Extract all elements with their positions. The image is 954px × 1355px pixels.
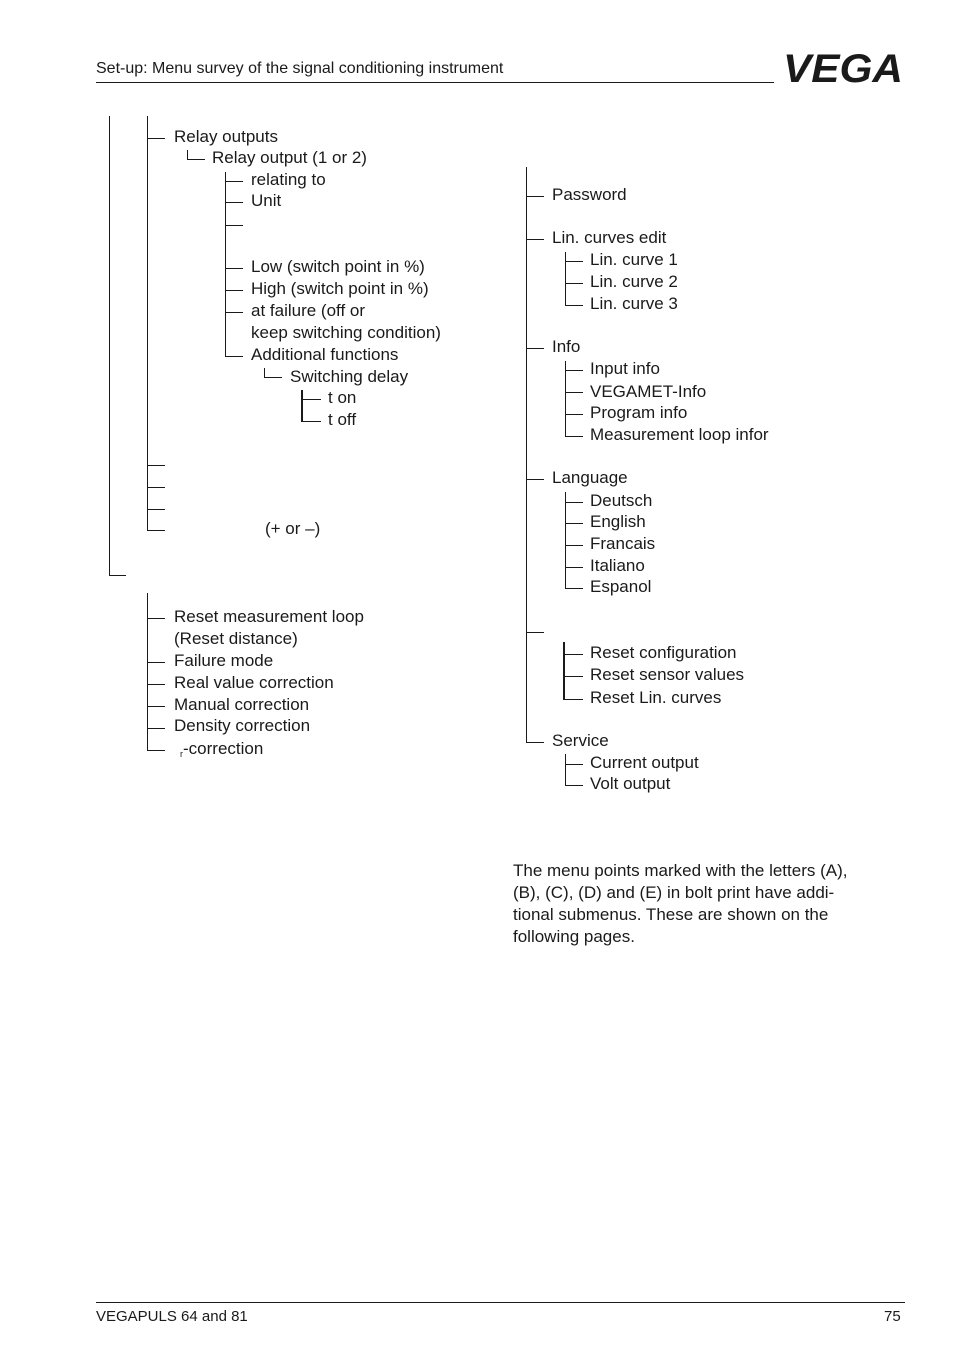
tree-line [264,377,282,378]
page-number: 75 [884,1308,901,1325]
tree-line [526,742,544,743]
tree-line [147,728,165,729]
tree-line [147,618,165,619]
menu-item-at-failure-cont: keep switching condition) [251,323,441,342]
tree-line [147,662,165,663]
menu-item-additional-functions[interactable]: Additional functions [251,345,399,364]
note-line: following pages. [513,927,635,946]
menu-item-high[interactable]: High (switch point in %) [251,279,429,298]
menu-item-italiano[interactable]: Italiano [590,556,645,575]
menu-item-reset-lin-curves[interactable]: Reset Lin. curves [590,688,722,707]
menu-item-unit[interactable]: Unit [251,191,282,210]
tree-line [565,305,583,306]
tree-line [565,370,583,371]
menu-item-reset-sensor-values[interactable]: Reset sensor values [590,665,745,684]
tree-line [565,283,583,284]
footer-product: VEGAPULS 64 and 81 [96,1308,248,1325]
tree-line [187,159,205,160]
tree-line [225,225,243,226]
tree-line [565,588,583,589]
tree-line [526,348,544,349]
tree-line [565,261,583,262]
tree-line [301,390,303,422]
tree-line [301,399,321,400]
tree-line [565,414,583,415]
menu-item-reset-measurement-loop[interactable]: Reset measurement loop [174,607,364,626]
tree-line [147,593,148,750]
menu-item-low[interactable]: Low (switch point in %) [251,257,425,276]
tree-line [109,116,110,576]
note-paragraph [513,860,893,948]
menu-item-measurement-loop-info[interactable]: Measurement loop infor [590,425,769,444]
tree-line [565,436,583,437]
tree-line [526,196,544,197]
er-subscript: r [180,749,183,759]
menu-item-relay-output[interactable]: Relay output (1 or 2) [212,148,367,167]
page-header-title: Set-up: Menu survey of the signal conditioning instrument [96,60,504,77]
tree-line [147,530,165,531]
menu-item-switching-delay[interactable]: Switching delay [290,367,409,386]
tree-line [565,523,583,524]
tree-line [147,487,165,488]
tree-line [563,699,583,700]
menu-item-lin-curve-1[interactable]: Lin. curve 1 [590,250,678,269]
menu-item-relating-to[interactable]: relating to [251,170,326,189]
tree-line [147,706,165,707]
menu-item-density-correction[interactable]: Density correction [174,716,311,735]
menu-item-plus-minus[interactable]: (+ or –) [265,519,321,538]
note-line: (B), (C), (D) and (E) in bolt print have addi- [513,883,835,902]
menu-item-vegamet-info[interactable]: VEGAMET-Info [590,382,707,401]
tree-line [563,654,583,655]
tree-line [565,492,566,589]
tree-line [526,632,544,633]
menu-item-espanol[interactable]: Espanol [590,577,652,596]
menu-item-manual-correction[interactable]: Manual correction [174,695,310,714]
er-correction-label: -correction [183,739,264,758]
menu-item-real-value-correction[interactable]: Real value correction [174,673,334,692]
menu-item-service[interactable]: Service [552,731,609,750]
tree-line [225,312,243,313]
footer-rule [96,1302,905,1303]
menu-item-reset-distance: (Reset distance) [174,629,298,648]
menu-item-t-on[interactable]: t on [328,388,357,407]
menu-item-current-output[interactable]: Current output [590,753,699,772]
note-line: tional submenus. These are shown on the [513,905,829,924]
menu-item-lin-curve-2[interactable]: Lin. curve 2 [590,272,678,291]
menu-item-english[interactable]: English [590,512,646,531]
menu-item-at-failure[interactable]: at failure (off or [251,301,366,320]
menu-item-password[interactable]: Password [552,185,627,204]
menu-item-volt-output[interactable]: Volt output [590,774,671,793]
tree-line [565,545,583,546]
menu-item-lin-curves-edit[interactable]: Lin. curves edit [552,228,667,247]
tree-line [147,509,165,510]
tree-line [264,368,265,377]
tree-line [225,268,243,269]
tree-line [225,356,243,357]
header-rule [96,82,774,83]
menu-item-language[interactable]: Language [552,468,628,487]
tree-line [565,502,583,503]
tree-line [147,465,165,466]
tree-line [147,684,165,685]
tree-line [526,167,527,743]
tree-line [187,150,188,159]
menu-item-lin-curve-3[interactable]: Lin. curve 3 [590,294,678,313]
tree-line [565,567,583,568]
menu-item-deutsch[interactable]: Deutsch [590,491,653,510]
tree-line [147,750,165,751]
tree-line [563,642,565,699]
tree-line [225,181,243,182]
menu-item-er-correction[interactable] [180,739,263,764]
menu-item-francais[interactable]: Francais [590,534,656,553]
tree-line [225,202,243,203]
menu-item-program-info[interactable]: Program info [590,403,688,422]
tree-line [147,116,148,530]
tree-line [565,764,583,765]
note-line: The menu points marked with the letters (A), [513,861,848,880]
menu-item-failure-mode[interactable]: Failure mode [174,651,274,670]
menu-item-info[interactable]: Info [552,337,581,356]
menu-item-reset-configuration[interactable]: Reset configuration [590,643,737,662]
tree-line [109,575,126,576]
tree-line [565,361,566,437]
menu-item-relay-outputs[interactable]: Relay outputs [174,127,278,146]
vega-logo-text: VEGA [783,49,903,87]
tree-line [565,392,583,393]
tree-line [565,754,566,786]
vega-logo [783,49,905,87]
menu-item-input-info[interactable]: Input info [590,359,660,378]
tree-line [565,785,583,786]
tree-line [147,138,165,139]
tree-line [225,172,226,356]
tree-line [526,239,544,240]
menu-item-t-off[interactable]: t off [328,410,357,429]
tree-line [526,479,544,480]
tree-line [225,290,243,291]
tree-line [563,676,583,677]
tree-line [301,421,321,422]
